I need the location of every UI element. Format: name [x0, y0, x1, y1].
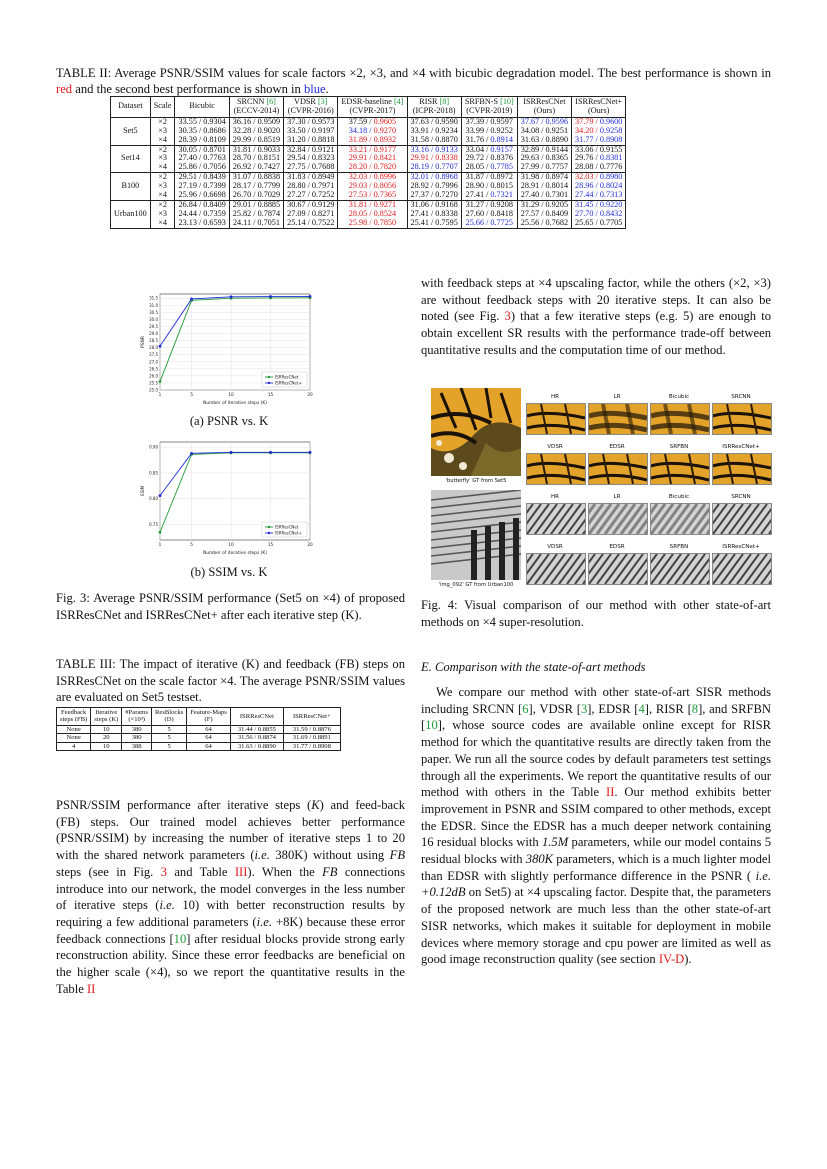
metric-value: 28.90 / 0.8015	[465, 181, 513, 191]
metric-value: 33.99 / 0.9252	[465, 125, 513, 135]
table3-cell: 64	[187, 725, 231, 733]
metric-value: 29.76 / 0.8381	[575, 153, 623, 163]
urban-patch-label: SRFBN	[669, 544, 689, 550]
metric-value: 37.30 / 0.9573	[287, 116, 335, 126]
y-tick-label: 25.0	[149, 387, 158, 393]
table3-cell: None	[57, 734, 91, 742]
figure3-subcaption-a: (a) PSNR vs. K	[189, 414, 269, 428]
metric-value: 37.39 / 0.9597	[465, 116, 513, 126]
metric-value: 23.13 / 0.6593	[178, 217, 226, 227]
butterfly-patch-label: LR	[613, 394, 621, 400]
urban-patch-label: SRCNN	[731, 494, 751, 500]
urban-patch-image	[650, 553, 710, 585]
x-tick-label: 20	[307, 392, 313, 397]
metric-value: 25.82 / 0.7874	[232, 208, 281, 218]
butterfly-patch-label: ISRResCNet+	[722, 444, 760, 450]
scale-value: ×3	[158, 208, 167, 218]
butterfly-gt-label: 'butterfly' GT from Set5	[445, 478, 507, 484]
butterfly-patch-image	[526, 403, 586, 435]
th3-resblocks: ResBlocks (D)	[152, 708, 187, 726]
figure4	[426, 386, 776, 586]
metric-value: 29.91 / 0.8338	[410, 153, 458, 163]
metric-value: 25.41 / 0.7595	[410, 217, 458, 227]
metric-value: 28.05 / 0.8524	[348, 208, 397, 218]
metric-cell	[229, 200, 283, 228]
metric-value: 25.56 / 0.7682	[520, 217, 569, 227]
scale-value: ×4	[158, 134, 167, 144]
th-scale: Scale	[150, 97, 175, 118]
metric-value: 31.76 / 0.8914	[465, 134, 513, 144]
table3-row	[57, 734, 341, 742]
data-point	[230, 295, 233, 298]
data-point	[159, 345, 162, 348]
data-point	[269, 295, 272, 298]
metric-cell	[407, 145, 461, 173]
metric-value: 26.70 / 0.7029	[232, 190, 281, 200]
scale-value: ×2	[158, 172, 167, 182]
section-e-heading: E. Comparison with the state-of-art methods	[421, 660, 646, 674]
metric-value: 29.01 / 0.8885	[232, 199, 281, 209]
th3-feedback: Feedback steps (FB)	[57, 708, 91, 726]
scale-cell	[150, 117, 175, 145]
urban-patch-label: EDSR	[609, 544, 625, 550]
table3-cell: 380	[122, 734, 152, 742]
metric-value: 27.99 / 0.7757	[520, 162, 569, 172]
metric-cell	[229, 173, 283, 201]
metric-value: 28.20 / 0.7820	[348, 162, 397, 172]
metric-value: 33.50 / 0.9197	[287, 125, 335, 135]
metric-cell	[517, 173, 571, 201]
urban-patch-image	[712, 503, 772, 535]
dataset-cell: Urban100	[111, 200, 151, 228]
metric-cell	[229, 145, 283, 173]
table3-cell: None	[57, 725, 91, 733]
table2-caption: TABLE II: Average PSNR/SSIM values for scale factors ×2, ×3, and ×4 with bicubic degradation model. The best performance is shown in red and the second best performance is shown in blue.	[56, 66, 771, 96]
ssim-chart-svg	[140, 436, 318, 558]
y-tick-label: 28.5	[149, 338, 158, 344]
right-body-text: We compare our method with other state-of-art SISR methods including SRCNN [6], VDSR [3], EDSR [4], RISR [8], and SRFBN [10], whose source codes are available online except for RISR method for which the quantitative results are directly taken from the paper. We run all the source codes by default parameters test settings through all the experiments. We report the quantitative results of our method with others in the Table II. Our method exhibits better improvement in PSNR and SSIM compared to other methods, except the EDSR. Since the EDSR has a much deeper network containing 16 residual blocks with 1.5M parameters, while our model contains 5 residual blocks with 380K parameters, which is a much lighter model than EDSR with slightly performance difference in the PSNR ( i.e. +0.12dB on Set5) at ×4 upscaling factor. Despite that, the parameters of the proposed network are much less than the other state-of-art SISR networks, which makes it suitable for deployment in mobile devices where memory storage and cpu power are limited as well as good image reconstruction quality (see section IV-D).	[421, 685, 771, 967]
metric-cell	[407, 173, 461, 201]
metric-value: 31.29 / 0.9205	[520, 199, 569, 209]
metric-value: 27.60 / 0.8418	[465, 208, 513, 218]
metric-cell	[229, 117, 283, 145]
scale-value: ×4	[158, 190, 167, 200]
metric-value: 33.21 / 0.9177	[348, 144, 397, 154]
metric-cell	[284, 117, 338, 145]
metric-value: 37.63 / 0.9590	[410, 116, 458, 126]
urban-patch-label: HR	[550, 494, 560, 500]
y-tick-label: 30.5	[149, 309, 158, 315]
x-axis-label: Number of iterative steps (K)	[203, 401, 267, 406]
metric-cell	[175, 117, 229, 145]
left-body-text: PSNR/SSIM performance after iterative steps (K) and feed-back (FB) steps. Our trained model achieves better performance (PSNR/SSIM) by increasing the number of iterative steps 1 to 20 with the shared network parameters (i.e. 380K) without using FB steps (see in Fig. 3 and Table III). When the FB connections introduce into our network, the model converges in the less number of iterative steps (i.e. 10) with better reconstruction results by requiring a few additional parameters (i.e. +8K) because these error feedback connections [10] after residual blocks provide strong early reconstruction ability. Since these error feedbacks are beneficial on the higher scale (×4), so we report the quantitative results in the Table II	[56, 798, 406, 996]
legend-label: ISRResCNet	[275, 374, 299, 380]
metric-value: 27.19 / 0.7399	[178, 181, 226, 191]
dataset-cell: Set5	[111, 117, 151, 145]
metric-cell	[461, 145, 517, 173]
table2-group-row	[111, 117, 626, 145]
metric-cell	[572, 200, 626, 228]
metric-cell	[572, 117, 626, 145]
metric-value: 31.98 / 0.8974	[520, 172, 569, 182]
table3-cell: 4	[57, 742, 91, 750]
metric-value: 32.01 / 0.8968	[410, 172, 458, 182]
y-tick-label: 26.5	[149, 366, 158, 372]
metric-value: 37.79 / 0.9600	[575, 116, 623, 126]
x-tick-label: 10	[228, 392, 234, 397]
y-tick-label: 31.5	[149, 295, 158, 301]
urban-patch-image	[650, 503, 710, 535]
butterfly-patch-label: EDSR	[609, 444, 625, 450]
metric-value: 26.84 / 0.8409	[178, 199, 226, 209]
metric-value: 25.96 / 0.6698	[178, 190, 226, 200]
urban-patch-image	[588, 503, 648, 535]
metric-value: 32.89 / 0.9144	[520, 144, 569, 154]
y-tick-label: 0.80	[149, 496, 158, 502]
metric-value: 25.14 / 0.7522	[287, 217, 335, 227]
metric-value: 31.20 / 0.8818	[287, 134, 335, 144]
metric-value: 31.87 / 0.8972	[465, 172, 513, 182]
y-tick-label: 29.5	[149, 323, 158, 329]
th-edsr: EDSR-baseline [4] (CVPR-2017)	[338, 97, 407, 118]
metric-value: 28.05 / 0.7785	[465, 162, 513, 172]
metric-value: 30.05 / 0.8701	[178, 144, 226, 154]
table3-row	[57, 742, 341, 750]
y-tick-label: 27.0	[149, 359, 158, 365]
metric-value: 33.55 / 0.9304	[178, 116, 226, 126]
metric-value: 27.75 / 0.7688	[287, 162, 335, 172]
metric-value: 32.84 / 0.9121	[287, 144, 335, 154]
y-tick-label: 28.0	[149, 345, 158, 351]
scale-value: ×3	[158, 125, 167, 135]
metric-value: 27.53 / 0.7365	[348, 190, 397, 200]
scale-value: ×4	[158, 162, 167, 172]
metric-cell	[284, 173, 338, 201]
butterfly-patch-image	[588, 403, 648, 435]
y-tick-label: 0.85	[149, 470, 158, 476]
metric-value: 24.11 / 0.7051	[232, 217, 280, 227]
metric-cell	[517, 145, 571, 173]
butterfly-patch-label: SRFBN	[669, 444, 689, 450]
x-tick-label: 15	[267, 542, 274, 547]
figure3-caption: Fig. 3: Average PSNR/SSIM performance (Set5 on ×4) of proposed ISRResCNet and ISRResCNet+ after each iterative step (K).	[56, 591, 405, 622]
table3	[56, 707, 341, 751]
data-point	[230, 451, 233, 454]
legend-marker	[268, 526, 270, 528]
metric-value: 27.40 / 0.7301	[520, 190, 569, 200]
data-point	[269, 451, 272, 454]
metric-value: 31.89 / 0.8932	[348, 134, 397, 144]
x-axis-label: Number of iterative steps (K)	[203, 551, 267, 556]
scale-cell	[150, 200, 175, 228]
metric-value: 31.81 / 0.9033	[232, 144, 281, 154]
legend-marker	[268, 376, 270, 378]
urban-patch-image	[526, 503, 586, 535]
metric-value: 31.27 / 0.9208	[465, 199, 513, 209]
metric-cell	[461, 117, 517, 145]
urban-patch-image	[588, 553, 648, 585]
metric-value: 29.63 / 0.8365	[520, 153, 569, 163]
scale-value: ×2	[158, 144, 167, 154]
metric-value: 31.07 / 0.8838	[232, 172, 281, 182]
scale-cell	[150, 145, 175, 173]
metric-cell	[461, 200, 517, 228]
metric-value: 27.57 / 0.8409	[520, 208, 569, 218]
metric-value: 27.40 / 0.7763	[178, 153, 226, 163]
butterfly-patch-label: SRCNN	[731, 394, 751, 400]
table2	[110, 96, 626, 229]
scale-value: ×2	[158, 199, 167, 209]
y-tick-label: 29.0	[149, 331, 158, 337]
metric-value: 28.08 / 0.7776	[575, 162, 623, 172]
y-tick-label: 31.0	[149, 302, 158, 308]
metric-value: 32.03 / 0.8996	[348, 172, 397, 182]
table2-group-row	[111, 145, 626, 173]
x-tick-label: 1	[158, 542, 162, 547]
y-tick-label: 30.0	[149, 316, 158, 322]
metric-cell	[284, 145, 338, 173]
dataset-cell: B100	[111, 173, 151, 201]
scale-cell	[150, 173, 175, 201]
y-tick-label: 0.90	[149, 444, 158, 450]
table3-cell: 20	[91, 734, 122, 742]
metric-value: 25.86 / 0.7056	[178, 162, 226, 172]
table3-cell: 31.77 / 0.8908	[283, 742, 340, 750]
table3-cell: 31.59 / 0.8876	[283, 725, 340, 733]
th3-featmaps: Feature-Maps (F)	[187, 708, 231, 726]
metric-value: 33.04 / 0.9157	[465, 144, 513, 154]
metric-value: 24.44 / 0.7359	[178, 208, 226, 218]
metric-cell	[407, 200, 461, 228]
legend-label: ISRResCNet+	[275, 380, 302, 386]
table3-cell: 388	[122, 742, 152, 750]
metric-value: 37.59 / 0.9605	[348, 116, 397, 126]
metric-cell	[572, 173, 626, 201]
butterfly-patch-image	[712, 403, 772, 435]
metric-cell	[461, 173, 517, 201]
metric-cell	[175, 145, 229, 173]
urban-patch-label: Bicubic	[668, 494, 690, 500]
th-bicubic: Bicubic	[175, 97, 229, 118]
th-isrrescnet-plus: ISRResCNet+ (Ours)	[572, 97, 626, 118]
th-dataset: Dataset	[111, 97, 151, 118]
metric-value: 28.91 / 0.8014	[520, 181, 569, 191]
th-srfbn: SRFBN-S [10] (CVPR-2019)	[461, 97, 517, 118]
legend-label: ISRResCNet+	[275, 530, 302, 536]
table2-group-row	[111, 173, 626, 201]
metric-value: 34.08 / 0.9251	[520, 125, 569, 135]
metric-value: 31.06 / 0.9168	[410, 199, 458, 209]
metric-value: 37.67 / 0.9596	[520, 116, 569, 126]
metric-cell	[338, 117, 407, 145]
th-vdsr: VDSR [3] (CVPR-2016)	[284, 97, 338, 118]
table3-cell: 31.69 / 0.8891	[283, 734, 340, 742]
urban-gt-label: 'img_092' GT from Urban100	[438, 582, 514, 588]
urban-patch-label: VDSR	[547, 544, 563, 550]
data-point	[190, 298, 193, 301]
metric-value: 31.83 / 0.8949	[287, 172, 335, 182]
metric-cell	[407, 117, 461, 145]
metric-value: 25.66 / 0.7725	[465, 217, 513, 227]
urban-patch-image	[712, 553, 772, 585]
data-point	[190, 452, 193, 455]
metric-value: 31.63 / 0.8890	[520, 134, 569, 144]
data-point	[309, 295, 312, 298]
figure3-subcaption-b: (b) SSIM vs. K	[190, 565, 268, 579]
metric-value: 25.65 / 0.7705	[575, 217, 623, 227]
butterfly-patch-label: HR	[550, 394, 560, 400]
metric-value: 34.18 / 0.9270	[348, 125, 397, 135]
metric-value: 31.58 / 0.8870	[410, 134, 458, 144]
metric-value: 27.44 / 0.7313	[575, 190, 623, 200]
metric-value: 29.72 / 0.8376	[465, 153, 513, 163]
data-point	[159, 531, 162, 534]
metric-value: 33.16 / 0.9133	[410, 144, 458, 154]
metric-value: 28.70 / 0.8151	[232, 153, 281, 163]
y-tick-label: 26.0	[149, 373, 158, 379]
metric-cell	[175, 173, 229, 201]
metric-value: 27.27 / 0.7252	[287, 190, 335, 200]
data-point	[309, 451, 312, 454]
table3-cell: 380	[122, 725, 152, 733]
metric-value: 29.99 / 0.8519	[232, 134, 281, 144]
metric-value: 32.03 / 0.8980	[575, 172, 623, 182]
metric-value: 29.54 / 0.8323	[287, 153, 335, 163]
metric-value: 32.28 / 0.9020	[232, 125, 281, 135]
th3-isrrescnet-plus: ISRResCNet+	[283, 708, 340, 726]
figure4-caption: Fig. 4: Visual comparison of our method with other state-of-art methods on ×4 super-resolution.	[421, 598, 771, 629]
th3-params: #Params (×10³)	[122, 708, 152, 726]
table3-cell: 5	[152, 742, 187, 750]
metric-cell	[338, 145, 407, 173]
legend-marker	[268, 532, 270, 534]
butterfly-patch-image	[650, 453, 710, 485]
metric-value: 33.06 / 0.9155	[575, 144, 623, 154]
metric-cell	[284, 200, 338, 228]
metric-cell	[338, 200, 407, 228]
metric-cell	[517, 200, 571, 228]
table3-cell: 64	[187, 742, 231, 750]
metric-value: 28.17 / 0.7799	[232, 181, 281, 191]
butterfly-patch-label: Bicubic	[668, 394, 690, 400]
y-tick-label: 25.5	[149, 380, 158, 386]
metric-value: 29.03 / 0.8056	[348, 181, 397, 191]
table3-cell: 31.56 / 0.8874	[230, 734, 283, 742]
data-point	[159, 380, 162, 383]
metric-value: 27.41 / 0.7321	[465, 190, 513, 200]
y-tick-label: 27.5	[149, 352, 158, 358]
th3-isrrescnet: ISRResCNet	[230, 708, 283, 726]
metric-value: 28.96 / 0.8024	[575, 181, 623, 191]
metric-value: 27.70 / 0.8432	[575, 208, 623, 218]
butterfly-patch-label: VDSR	[547, 444, 563, 450]
data-point	[159, 494, 162, 497]
th-srcnn: SRCNN [6] (ECCV-2014)	[229, 97, 283, 118]
table3-cell: 31.44 / 0.8855	[230, 725, 283, 733]
urban-patch-image	[526, 553, 586, 585]
butterfly-patch-image	[712, 453, 772, 485]
metric-value: 34.20 / 0.9258	[575, 125, 623, 135]
metric-value: 27.09 / 0.8271	[287, 208, 335, 218]
table3-row	[57, 725, 341, 733]
legend-label: ISRResCNet	[275, 524, 299, 530]
scale-value: ×4	[158, 217, 167, 227]
figure3-ssim-chart	[140, 436, 318, 558]
legend-marker	[268, 382, 270, 384]
metric-value: 28.80 / 0.7971	[287, 181, 335, 191]
table3-cell: 10	[91, 742, 122, 750]
metric-value: 28.19 / 0.7707	[410, 162, 458, 172]
metric-cell	[517, 117, 571, 145]
metric-value: 29.51 / 0.8439	[178, 172, 226, 182]
metric-cell	[572, 145, 626, 173]
metric-value: 31.77 / 0.8908	[575, 134, 623, 144]
table3-cell: 5	[152, 734, 187, 742]
urban-patch-label: LR	[613, 494, 621, 500]
scale-value: ×2	[158, 116, 167, 126]
th3-iterative: Iterative steps (K)	[91, 708, 122, 726]
urban-patch-label: ISRResCNet+	[722, 544, 760, 550]
metric-value: 29.91 / 0.8421	[348, 153, 397, 163]
metric-value: 26.92 / 0.7427	[232, 162, 281, 172]
metric-value: 28.39 / 0.8109	[178, 134, 226, 144]
scale-value: ×3	[158, 181, 167, 191]
x-tick-label: 20	[307, 542, 313, 547]
table3-cell: 64	[187, 734, 231, 742]
butterfly-gt-image	[431, 388, 521, 476]
right-top-text: with feedback steps at ×4 upscaling factor, while the others (×2, ×3) are without feedback steps with 20 iterative steps. It can also be noted (see Fig. 3) that a few iterative steps (e.g. 5) are enough to obtain excellent SR results with the performance trade-off between quantitative results and the computation time of our method.	[421, 276, 771, 357]
butterfly-patch-image	[526, 453, 586, 485]
y-tick-label: 0.75	[149, 522, 158, 528]
y-axis-label: SSIM	[141, 485, 146, 497]
butterfly-patch-image	[588, 453, 648, 485]
scale-value: ×3	[158, 153, 167, 163]
metric-cell	[338, 173, 407, 201]
psnr-chart-svg	[140, 288, 318, 408]
y-axis-label: PSNR	[141, 336, 146, 348]
urban-gt-image	[431, 490, 521, 580]
metric-value: 36.16 / 0.9509	[232, 116, 281, 126]
butterfly-patch-image	[650, 403, 710, 435]
dataset-cell: Set14	[111, 145, 151, 173]
table3-cell: 31.63 / 0.8890	[230, 742, 283, 750]
table3-cell: 10	[91, 725, 122, 733]
metric-value: 31.81 / 0.9271	[348, 199, 397, 209]
metric-value: 27.41 / 0.8338	[410, 208, 458, 218]
metric-value: 27.37 / 0.7270	[410, 190, 458, 200]
x-tick-label: 15	[267, 392, 274, 397]
x-tick-label: 10	[228, 542, 234, 547]
th-risr: RISR [8] (ICPR-2018)	[407, 97, 461, 118]
table2-group-row	[111, 200, 626, 228]
x-tick-label: 5	[190, 392, 193, 397]
table3-caption: TABLE III: The impact of iterative (K) and feedback (FB) steps on ISRResCNet on the scale factor ×4. The average PSNR/SSIM values are evaluated on Set5 testset.	[56, 657, 405, 704]
figure3-psnr-chart	[140, 288, 318, 408]
metric-cell	[175, 200, 229, 228]
x-tick-label: 1	[158, 392, 162, 397]
metric-value: 25.98 / 0.7850	[348, 217, 397, 227]
table3-cell: 5	[152, 725, 187, 733]
metric-value: 31.45 / 0.9220	[575, 199, 623, 209]
metric-value: 33.91 / 0.9234	[410, 125, 458, 135]
metric-value: 28.92 / 0.7996	[410, 181, 458, 191]
metric-value: 30.67 / 0.9129	[287, 199, 335, 209]
th-isrrescnet: ISRResCNet (Ours)	[517, 97, 571, 118]
x-tick-label: 5	[190, 542, 193, 547]
metric-value: 30.35 / 0.8686	[178, 125, 226, 135]
